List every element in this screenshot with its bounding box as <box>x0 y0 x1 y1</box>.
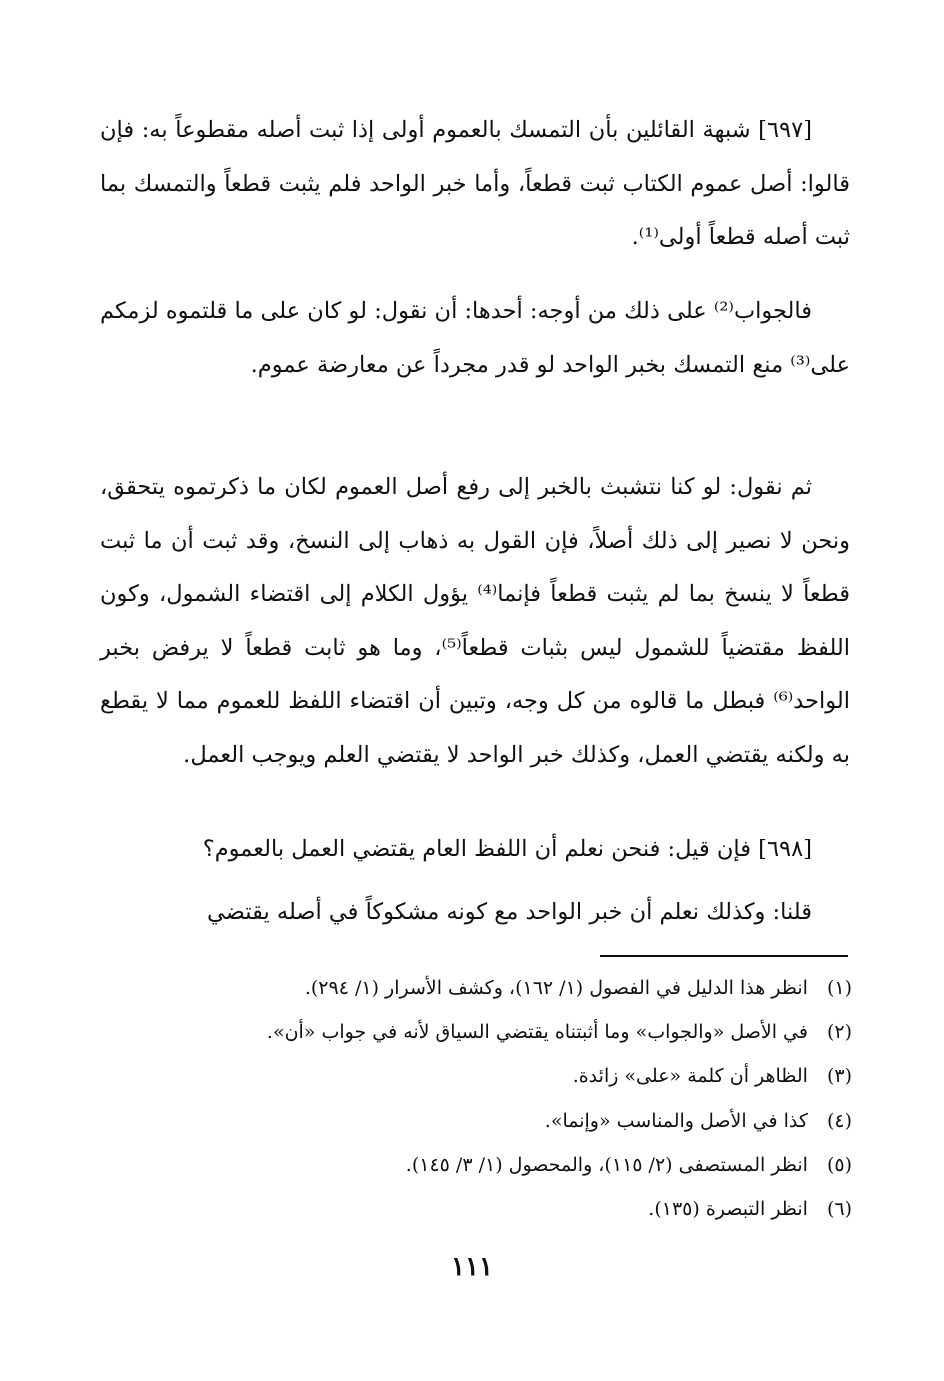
paragraph-text: [٦٩٧] شبهة القائلين بأن التمسك بالعموم أولى إذا ثبت أصله مقطوعاً به: فإن قالوا: أصل عموم الكتاب ثبت قطعاً، وأما خبر الواحد فلم يثبت قطعاً والتمسك بما ثبت أصله قطعاً أولى⁽¹⁾. <box>100 117 850 250</box>
footnote-number: (٢) <box>826 1021 852 1044</box>
footnote-item <box>100 1099 852 1143</box>
footnote-text: في الأصل «والجواب» وما أثبتناه يقتضي السياق لأنه في جواب «أن». <box>266 1021 808 1044</box>
footnote-separator <box>600 955 848 957</box>
paragraph-then-we-say <box>100 461 850 782</box>
footnote-item <box>100 1010 852 1054</box>
paragraph-698 <box>100 823 850 877</box>
paragraph-text: ثم نقول: لو كنا نتشبث بالخبر إلى رفع أصل العموم لكان ما ذكرتموه يتحقق، ونحن لا نصير إلى ذلك أصلاً، فإن القول به ذهاب إلى النسخ، وقد ثبت أن ما ثبت قطعاً لا ينسخ بما لم يثبت قطعاً فإنما⁽⁴⁾ يؤول الكلام إلى اقتضاء الشمول، وكون اللفظ مقتضياً للشمول ليس بثبات قطعاً⁽⁵⁾، وما هو ثابت قطعاً لا يرفض بخبر الواحد⁽⁶⁾ فبطل ما قالوه من كل وجه، وتبين أن اقتضاء اللفظ للعموم مما لا يقطع به ولكنه يقتضي العمل، وكذلك خبر الواحد لا يقتضي العلم ويوجب العمل. <box>100 474 850 768</box>
footnotes <box>100 966 852 1231</box>
footnote-text: انظر هذا الدليل في الفصول (١/ ١٦٢)، وكشف الأسرار (١/ ٢٩٤). <box>304 977 808 999</box>
footnote-text: الظاهر أن كلمة «على» زائدة. <box>572 1065 808 1088</box>
paragraph-we-said <box>100 886 850 940</box>
footnote-item <box>100 1054 852 1098</box>
footnote-number: (٤) <box>826 1109 852 1132</box>
footnote-number: (٦) <box>826 1198 852 1221</box>
footnote-text: كذا في الأصل والمناسب «وإنما». <box>544 1109 808 1132</box>
footnote-item <box>100 966 852 1010</box>
footnote-number: (٣) <box>826 1065 852 1088</box>
paragraph-answer <box>100 285 850 392</box>
footnote-item <box>100 1143 852 1187</box>
footnote-number: (١) <box>826 977 852 999</box>
paragraph-text: [٦٩٨] فإن قيل: فنحن نعلم أن اللفظ العام يقتضي العمل بالعموم؟ <box>202 836 812 862</box>
footnote-number: (٥) <box>826 1153 852 1176</box>
footnote-item <box>100 1187 852 1231</box>
paragraph-697 <box>100 104 850 265</box>
page-number: ١١١ <box>451 1252 493 1282</box>
paragraph-text: فالجواب⁽²⁾ على ذلك من أوجه: أحدها: أن نقول: لو كان على ما قلتموه لزمكم على⁽³⁾ منع التمسك بخبر الواحد لو قدر مجرداً عن معارضة عموم. <box>100 298 850 378</box>
footnote-text: انظر التبصرة (١٣٥). <box>648 1198 808 1221</box>
paragraph-text: قلنا: وكذلك نعلم أن خبر الواحد مع كونه مشكوكاً في أصله يقتضي <box>207 899 812 925</box>
footnote-text: انظر المستصفى (٢/ ١١٥)، والمحصول (١/ ٣/ ١٤٥). <box>405 1153 808 1176</box>
